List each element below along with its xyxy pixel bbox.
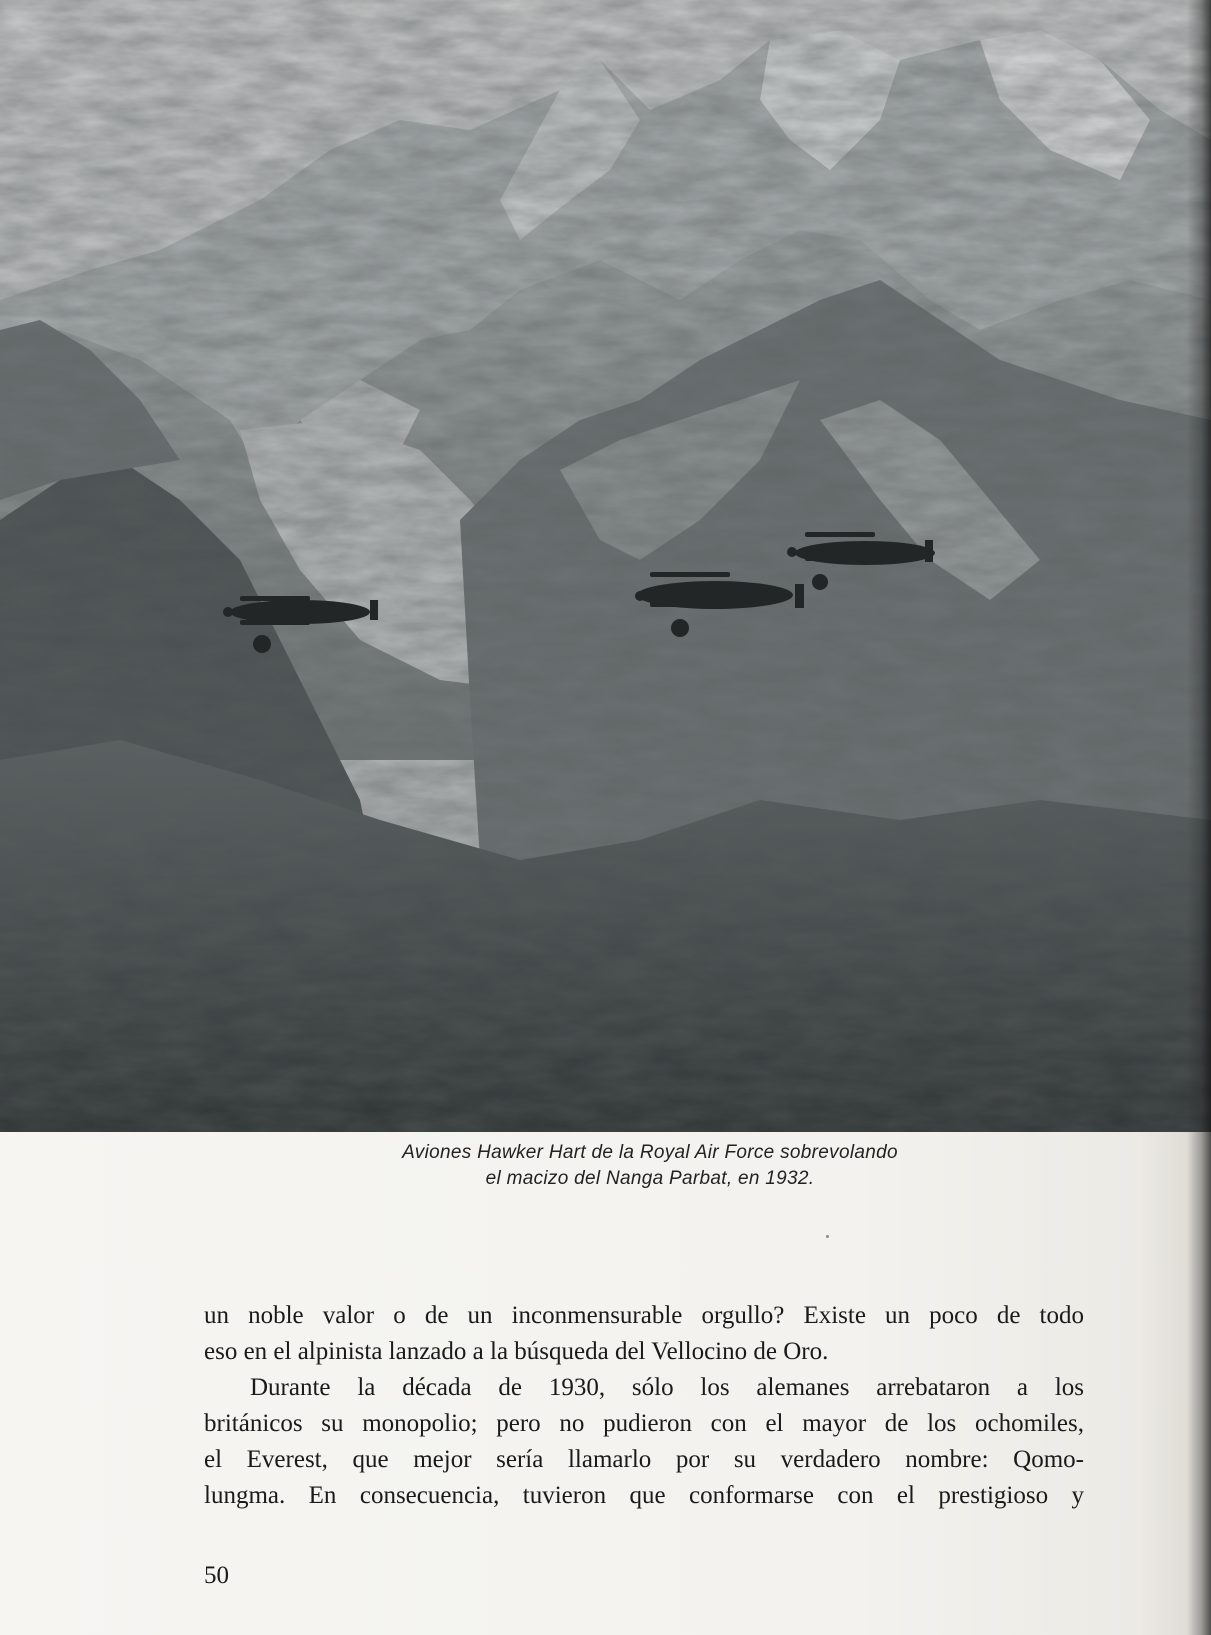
body-line-1: un noble valor o de un inconmensurable orgullo? Existe un poco de todo bbox=[204, 1302, 1084, 1329]
caption-line-2: el macizo del Nanga Parbat, en 1932. bbox=[485, 1168, 815, 1189]
body-line-3: Durante la década de 1930, sólo los alemanes arrebataron a los bbox=[250, 1374, 1084, 1401]
body-line-5: el Everest, que mejor sería llamarlo por su verdadero nombre: Qomo- bbox=[204, 1446, 1084, 1473]
page-number: 50 bbox=[204, 1562, 229, 1589]
photo-caption bbox=[280, 1140, 1020, 1192]
paper-speck bbox=[826, 1235, 829, 1238]
caption-line-1: Aviones Hawker Hart de la Royal Air Force sobrevolando bbox=[402, 1142, 898, 1163]
body-text bbox=[204, 1298, 1084, 1514]
body-line-2: eso en el alpinista lanzado a la búsqueda del Vellocino de Oro. bbox=[204, 1338, 829, 1365]
body-line-4: británicos su monopolio; pero no pudieron con el mayor de los ochomiles, bbox=[204, 1410, 1084, 1437]
binding-shadow bbox=[1187, 0, 1211, 1635]
body-line-6: lungma. En consecuencia, tuvieron que conformarse con el prestigioso y bbox=[204, 1482, 1084, 1509]
